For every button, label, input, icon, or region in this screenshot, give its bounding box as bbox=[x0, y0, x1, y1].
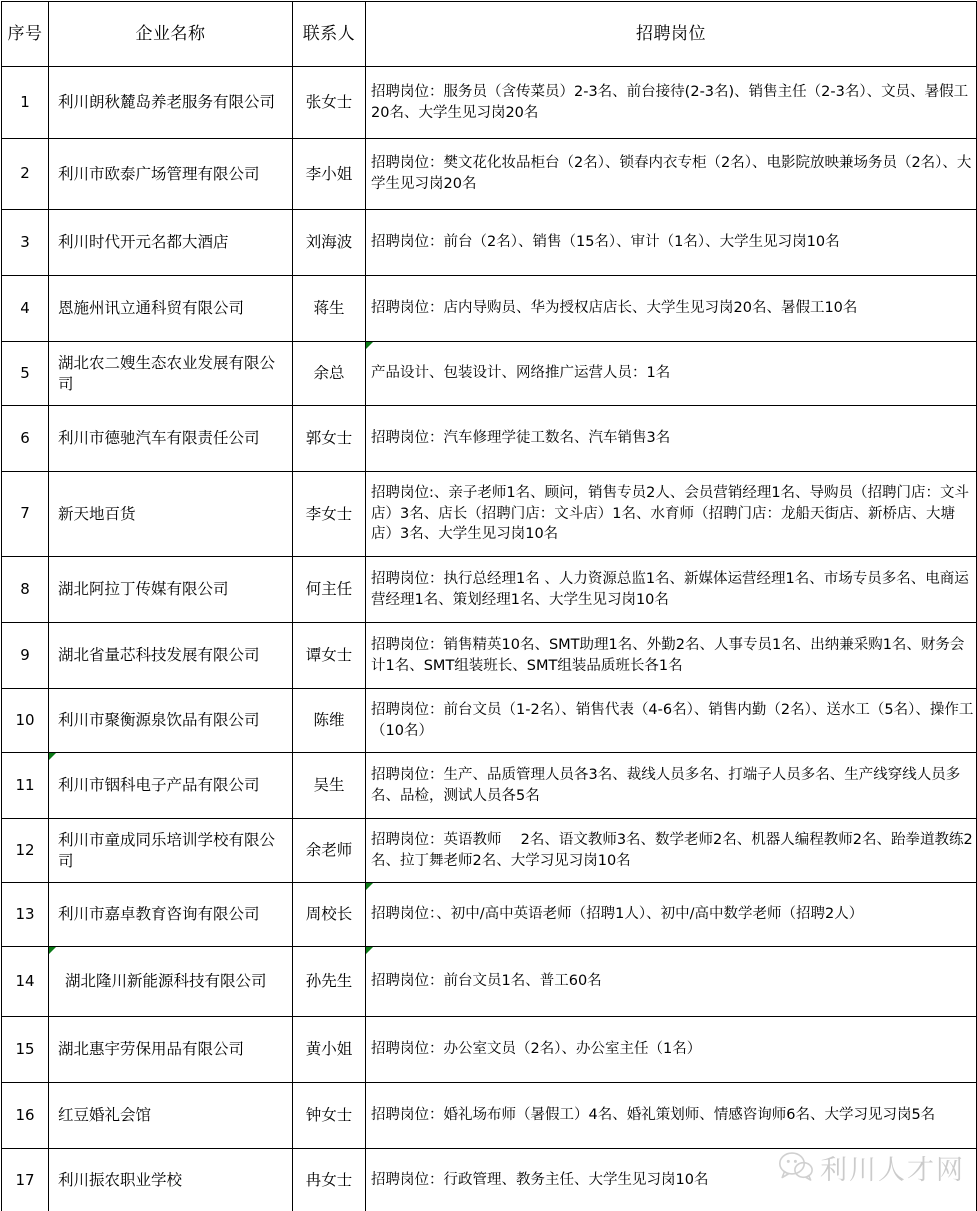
cell-note-indicator-icon bbox=[366, 342, 373, 349]
cell-contact[interactable]: 李女士 bbox=[293, 472, 366, 557]
table-row[interactable] bbox=[2, 139, 977, 210]
cell-posts[interactable]: 招聘岗位：服务员（含传菜员）2-3名、前台接待(2-3名)、销售主任（2-3名）、文员、暑假工20名、大学生见习岗20名 bbox=[366, 67, 977, 139]
cell-index[interactable]: 7 bbox=[2, 472, 49, 557]
table-row[interactable] bbox=[2, 689, 977, 753]
cell-index[interactable]: 6 bbox=[2, 406, 49, 472]
cell-company[interactable]: 利川市欧泰广场管理有限公司 bbox=[49, 139, 293, 210]
cell-posts[interactable]: 招聘岗位:、亲子老师1名、顾问，销售专员2人、会员营销经理1名、导购员（招聘门店：文斗店）3名、店长（招聘门店：文斗店）1名、水育师（招聘门店：龙船天街店、新桥店、大塘店）3名、大学生见习岗10名 bbox=[366, 472, 977, 557]
cell-note-indicator-icon bbox=[49, 753, 56, 760]
cell-company[interactable]: 湖北阿拉丁传媒有限公司 bbox=[49, 557, 293, 623]
cell-company[interactable]: 恩施州讯立通科贸有限公司 bbox=[49, 276, 293, 342]
column-header-posts: 招聘岗位 bbox=[366, 2, 977, 67]
table-row[interactable] bbox=[2, 883, 977, 947]
cell-contact[interactable]: 张女士 bbox=[293, 67, 366, 139]
cell-contact[interactable]: 余老师 bbox=[293, 819, 366, 883]
column-header-index: 序号 bbox=[2, 2, 49, 67]
cell-contact[interactable]: 周校长 bbox=[293, 883, 366, 947]
cell-company[interactable]: 红豆婚礼会馆 bbox=[49, 1083, 293, 1149]
cell-posts[interactable]: 招聘岗位：、初中/高中英语老师（招聘1人）、初中/高中数学老师（招聘2人） bbox=[366, 883, 977, 947]
cell-index[interactable]: 15 bbox=[2, 1017, 49, 1083]
cell-contact[interactable]: 何主任 bbox=[293, 557, 366, 623]
table-row[interactable] bbox=[2, 1149, 977, 1211]
table-header-row bbox=[2, 2, 977, 67]
table-row[interactable] bbox=[2, 1083, 977, 1149]
cell-company[interactable]: 利川市德驰汽车有限责任公司 bbox=[49, 406, 293, 472]
cell-index[interactable]: 13 bbox=[2, 883, 49, 947]
cell-contact[interactable]: 谭女士 bbox=[293, 623, 366, 689]
cell-contact[interactable]: 余总 bbox=[293, 342, 366, 406]
cell-index[interactable]: 4 bbox=[2, 276, 49, 342]
table-row[interactable] bbox=[2, 472, 977, 557]
cell-company[interactable]: 利川市聚衡源泉饮品有限公司 bbox=[49, 689, 293, 753]
table-row[interactable] bbox=[2, 406, 977, 472]
cell-contact[interactable]: 冉女士 bbox=[293, 1149, 366, 1211]
cell-note-indicator-icon bbox=[49, 947, 56, 954]
cell-company[interactable]: 利川时代开元名都大酒店 bbox=[49, 210, 293, 276]
cell-posts[interactable]: 招聘岗位：婚礼场布师（暑假工）4名、婚礼策划师、情感咨询师6名、大学习见习岗5名 bbox=[366, 1083, 977, 1149]
cell-posts[interactable]: 招聘岗位：办公室文员（2名）、办公室主任（1名） bbox=[366, 1017, 977, 1083]
cell-contact[interactable]: 黄小姐 bbox=[293, 1017, 366, 1083]
cell-index[interactable]: 17 bbox=[2, 1149, 49, 1211]
cell-posts[interactable]: 招聘岗位：执行总经理1名 、人力资源总监1名、新媒体运营经理1名、市场专员多名、电商运营经理1名、策划经理1名、大学生见习岗10名 bbox=[366, 557, 977, 623]
cell-posts[interactable]: 招聘岗位：英语教师 2名、语文教师3名、数学老师2名、机器人编程教师2名、跆拳道教练2名、拉丁舞老师2名、大学习见习岗10名 bbox=[366, 819, 977, 883]
recruitment-table bbox=[1, 1, 977, 1211]
watermark-label: 利川人才网 bbox=[820, 1155, 965, 1186]
cell-company[interactable]: 利川市铟科电子产品有限公司 bbox=[49, 753, 293, 819]
cell-posts[interactable]: 招聘岗位：店内导购员、华为授权店店长、大学生见习岗20名、暑假工10名 bbox=[366, 276, 977, 342]
cell-posts[interactable]: 招聘岗位：前台（2名）、销售（15名）、审计（1名）、大学生见习岗10名 bbox=[366, 210, 977, 276]
table-row[interactable] bbox=[2, 342, 977, 406]
cell-posts[interactable]: 招聘岗位：前台文员1名、普工60名 bbox=[366, 947, 977, 1017]
cell-note-indicator-icon bbox=[366, 947, 373, 954]
table-row[interactable] bbox=[2, 276, 977, 342]
cell-posts[interactable]: 招聘岗位：行政管理、教务主任、大学生见习岗10名 bbox=[366, 1149, 977, 1211]
cell-posts[interactable]: 招聘岗位：樊文花化妆品柜台（2名）、锁春内衣专柜（2名）、电影院放映兼场务员（2名）、大学生见习岗20名 bbox=[366, 139, 977, 210]
cell-index[interactable]: 5 bbox=[2, 342, 49, 406]
cell-index[interactable]: 8 bbox=[2, 557, 49, 623]
cell-contact[interactable]: 郭女士 bbox=[293, 406, 366, 472]
cell-contact[interactable]: 蒋生 bbox=[293, 276, 366, 342]
cell-index[interactable]: 3 bbox=[2, 210, 49, 276]
column-header-contact: 联系人 bbox=[293, 2, 366, 67]
cell-index[interactable]: 14 bbox=[2, 947, 49, 1017]
cell-company[interactable]: 利川振农职业学校 bbox=[49, 1149, 293, 1211]
cell-index[interactable]: 16 bbox=[2, 1083, 49, 1149]
cell-index[interactable]: 2 bbox=[2, 139, 49, 210]
cell-contact[interactable]: 李小姐 bbox=[293, 139, 366, 210]
table-row[interactable] bbox=[2, 819, 977, 883]
table-row[interactable] bbox=[2, 753, 977, 819]
cell-index[interactable]: 9 bbox=[2, 623, 49, 689]
cell-posts[interactable]: 招聘岗位：汽车修理学徒工数名、汽车销售3名 bbox=[366, 406, 977, 472]
cell-note-indicator-icon bbox=[366, 883, 373, 890]
cell-contact[interactable]: 吴生 bbox=[293, 753, 366, 819]
cell-company[interactable]: 湖北隆川新能源科技有限公司 bbox=[49, 947, 293, 1017]
table-body bbox=[2, 67, 977, 1211]
cell-index[interactable]: 12 bbox=[2, 819, 49, 883]
cell-company[interactable]: 利川市童成同乐培训学校有限公司 bbox=[49, 819, 293, 883]
cell-company[interactable]: 湖北惠宇劳保用品有限公司 bbox=[49, 1017, 293, 1083]
table-row[interactable] bbox=[2, 1017, 977, 1083]
cell-index[interactable]: 10 bbox=[2, 689, 49, 753]
table-row[interactable] bbox=[2, 557, 977, 623]
cell-contact[interactable]: 陈维 bbox=[293, 689, 366, 753]
table-row[interactable] bbox=[2, 623, 977, 689]
cell-posts[interactable]: 招聘岗位：生产、品质管理人员各3名、裁线人员多名、打端子人员多名、生产线穿线人员多名、品检，测试人员各5名 bbox=[366, 753, 977, 819]
column-header-company: 企业名称 bbox=[49, 2, 293, 67]
table-row[interactable] bbox=[2, 947, 977, 1017]
cell-company[interactable]: 湖北农二嫂生态农业发展有限公司 bbox=[49, 342, 293, 406]
cell-company[interactable]: 利川朗秋麓岛养老服务有限公司 bbox=[49, 67, 293, 139]
cell-index[interactable]: 1 bbox=[2, 67, 49, 139]
cell-posts[interactable]: 招聘岗位：前台文员（1-2名）、销售代表（4-6名）、销售内勤（2名）、送水工（5名）、操作工（10名） bbox=[366, 689, 977, 753]
cell-posts[interactable]: 产品设计、包装设计、网络推广运营人员：1名 bbox=[366, 342, 977, 406]
table-row[interactable] bbox=[2, 210, 977, 276]
cell-contact[interactable]: 刘海波 bbox=[293, 210, 366, 276]
cell-posts[interactable]: 招聘岗位：销售精英10名、SMT助理1名、外勤2名、人事专员1名、出纳兼采购1名、财务会计1名、SMT组装班长、SMT组装品质班长各1名 bbox=[366, 623, 977, 689]
cell-company[interactable]: 新天地百货 bbox=[49, 472, 293, 557]
cell-index[interactable]: 11 bbox=[2, 753, 49, 819]
cell-contact[interactable]: 孙先生 bbox=[293, 947, 366, 1017]
table-row[interactable] bbox=[2, 67, 977, 139]
cell-company[interactable]: 利川市嘉卓教育咨询有限公司 bbox=[49, 883, 293, 947]
cell-company[interactable]: 湖北省量芯科技发展有限公司 bbox=[49, 623, 293, 689]
cell-contact[interactable]: 钟女士 bbox=[293, 1083, 366, 1149]
